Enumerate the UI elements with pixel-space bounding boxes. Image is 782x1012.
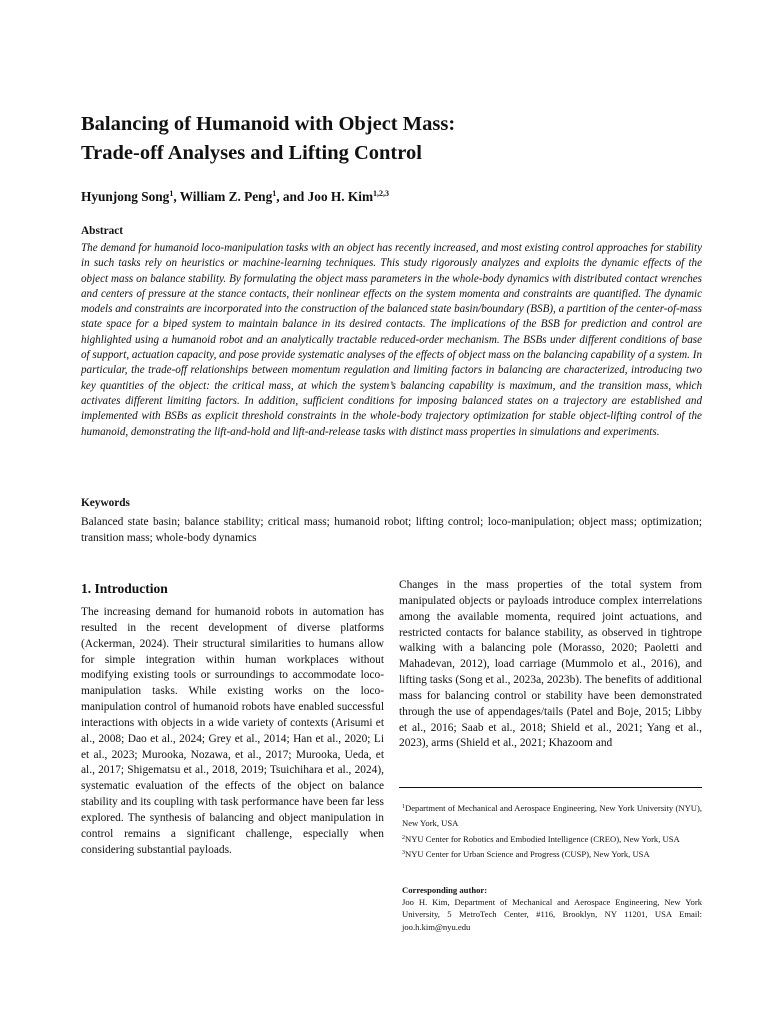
section-heading-introduction: 1. Introduction [81, 581, 168, 596]
footnote-text: NYU Center for Robotics and Embodied Intelligence (CREO), New York, USA [405, 833, 680, 844]
author-name: Hyunjong Song [81, 189, 170, 204]
footnote-mark: 1 [402, 804, 405, 810]
author-name: Joo H. Kim [307, 189, 374, 204]
author-list [81, 187, 701, 207]
introduction-paragraph-left: The increasing demand for humanoid robots in automation has resulted in the recent development of diverse platforms (Ackerman, 2024). Their structural similarities to humans allow for simple integration within human workplaces without modifying existing tools or surroundings to accommodate loco-manipulation tasks. While existing works on the loco-manipulation control of humanoid robots have enabled successful interactions with objects in a wide variety of contexts (Arisumi et al., 2008; Dao et al., 2024; Grey et al., 2014; Han et al., 2020; Li et al., 2023; Murooka, Nozawa, et al., 2017; Murooka, Ueda, et al., 2017; Shigematsu et al., 2018, 2019; Tsuichihara et al., 2024), systematic evaluation of the effects of the object on balance stability and its coupling with task performance have been far less explored. The synthesis of balancing and object manipulation in control remains a significant challenge, especially when considering substantial payloads. [81, 606, 384, 856]
footnote-text: Department of Mechanical and Aerospace Engineering, New York University (NYU), New York, USA [402, 803, 702, 829]
author-separator: , [173, 189, 180, 204]
author-name: William Z. Peng [179, 189, 273, 204]
paper-title-line-2: Trade-off Analyses and Lifting Control [81, 142, 422, 164]
corresponding-author-heading: Corresponding author: [402, 885, 488, 895]
keywords-heading: Keywords [81, 497, 130, 509]
footnote-divider [399, 787, 702, 788]
author-affiliation-mark: 1 [169, 189, 174, 198]
abstract-heading: Abstract [81, 225, 124, 237]
corresponding-author-block [402, 884, 702, 933]
introduction-paragraph-right: Changes in the mass properties of the total system from manipulated objects or payloads introduce complex interrelations among the available momenta, required joint actuations, and restricted contacts for balance stability, as observed in tightrope walking with a balancing pole (Morasso, 2020; Paoletti and Mahadevan, 2012), load carriage (Mummolo et al., 2016), and lifting tasks (Song et al., 2023a, 2023b). The benefits of additional mass for balancing control or stability have been demonstrated through the use of appendages/tails (Patel and Boje, 2015; Libby et al., 2016; Saab et al., 2018; Shield et al., 2021; Yang et al., 2023), arms (Shield et al., 2021; Khazoom and [399, 579, 702, 750]
footnote-mark: 2 [402, 834, 405, 841]
author-separator: , and [276, 189, 308, 204]
affiliation-footnotes [402, 801, 702, 862]
corresponding-author-details: Joo H. Kim, Department of Mechanical and Aerospace Engineering, New York University, 5 MetroTech Center, #116, Brooklyn, NY 11201, USA Email: joo.h.kim@nyu.edu [402, 897, 702, 932]
paper-title-line-1: Balancing of Humanoid with Object Mass: [81, 113, 456, 135]
footnote-item [402, 801, 702, 832]
author-affiliation-mark: 1 [272, 189, 277, 198]
footnote-text: NYU Center for Urban Science and Progress (CUSP), New York, USA [405, 848, 650, 859]
paper-title [81, 110, 701, 168]
keywords-text: Balanced state basin; balance stability; critical mass; humanoid robot; lifting control; loco-manipulation; object mass; optimization; transition mass; whole-body dynamics [81, 516, 702, 544]
footnote-item [402, 847, 702, 862]
abstract-text: The demand for humanoid loco-manipulation tasks with an object has recently increased, and most existing control approaches for stability in such tasks rely on heuristics or machine-learning techniques. This study rigorously analyzes and exploits the dynamic effects of the object mass on balance stability. By formulating the object mass parameters in the whole-body dynamics with distributed contact wrenches and centers of pressure at the stance contacts, their nonlinear effects on the system momenta and constraints are quantified. The dynamic models and constraints are incorporated into the construction of the balanced state basin/boundary (BSB), a partition of the center-of-mass state space for a biped system to maintain balance in its desired contacts. The implications of the BSB for prediction and control are highlighted using a humanoid robot and an analytically tractable reduced-order mechanism. The BSBs under different conditions of base of support, actuation capacity, and pose provide systematic analyses of the effects of object mass on the balancing capability of a system. In particular, the trade-off relationships between momentum regulation and limiting factors in balancing are characterized, introducing two key quantities of the object: the critical mass, at which the system’s balancing capability is maximum, and the transition mass, which activates different limiting factors. In addition, sufficient conditions for imposing balanced states on a trajectory are established and implemented with BSBs as explicit threshold constraints in the whole-body trajectory optimization for stable object-lifting control of the humanoid, demonstrating the lift-and-hold and lift-and-release tasks with distinct mass properties in simulations and experiments. [81, 242, 702, 438]
footnote-mark: 3 [402, 849, 405, 856]
footnote-item [402, 832, 702, 847]
author-affiliation-mark: 1,2,3 [373, 189, 390, 198]
